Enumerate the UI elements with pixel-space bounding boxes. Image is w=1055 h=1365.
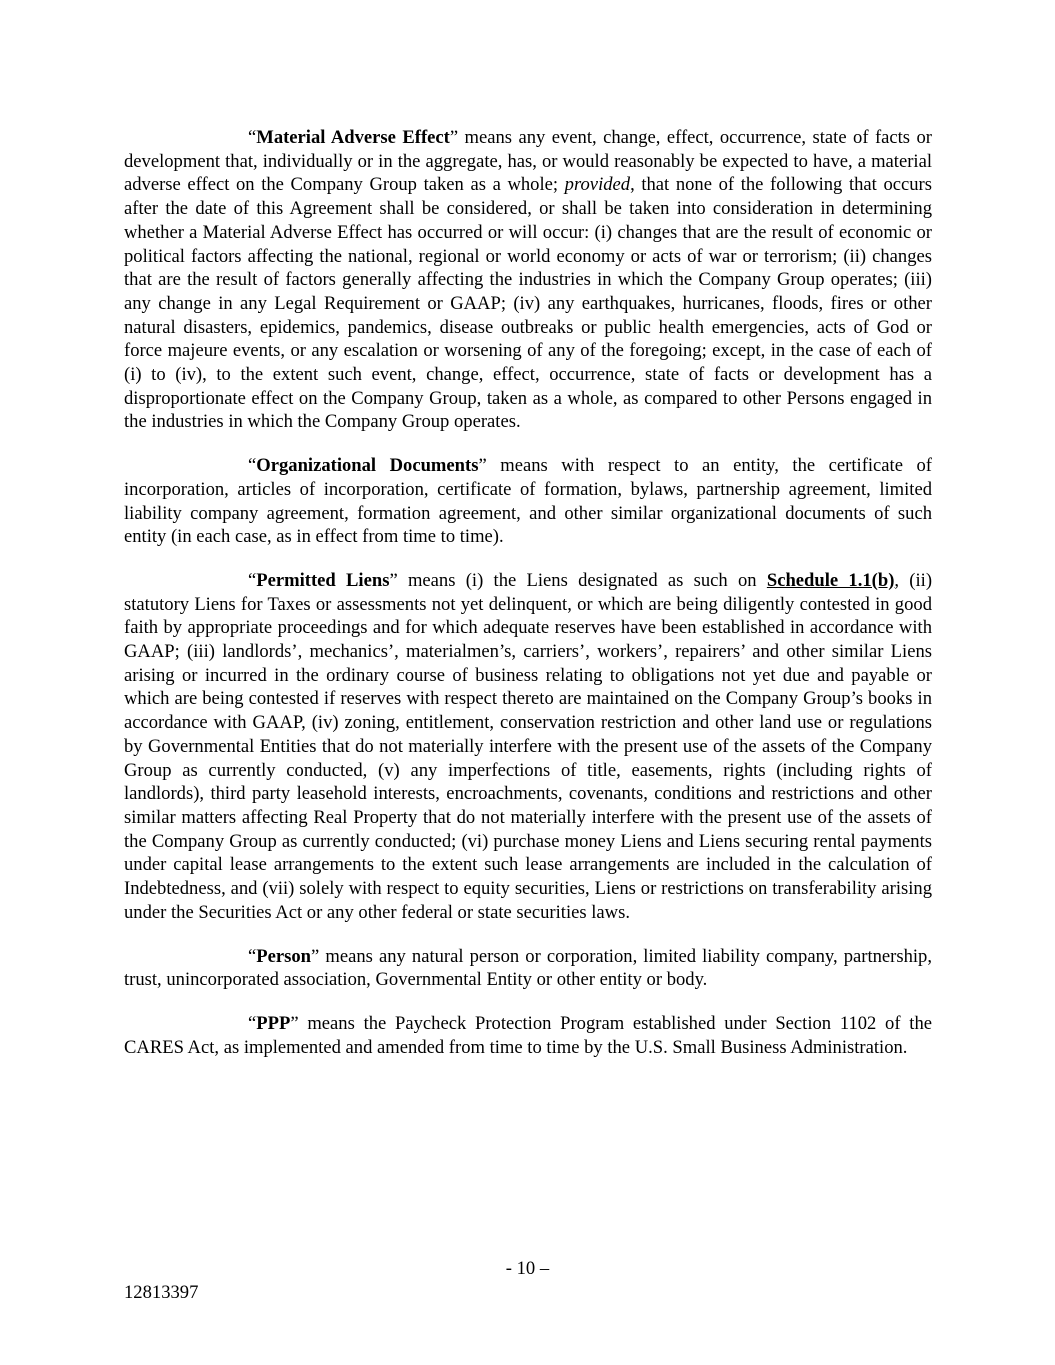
definition-ppp: “PPP” means the Paycheck Protection Program established under Section 1102 of the CARES Act, as implemented and amended from time to time by the U.S. Small Business Administration. — [124, 1012, 932, 1058]
defined-term: Permitted Liens — [256, 569, 390, 591]
defined-term: Material Adverse Effect — [256, 127, 450, 148]
definition-organizational-documents: “Organizational Documents” means with respect to an entity, the certificate of incorporation, articles of incorporation, certificate of formation, bylaws, partnership agreement, limited liability company agreement, formation agreement, and other similar organizational documents of such entity (in each case, as in effect from time to time). — [124, 455, 932, 548]
document-body — [124, 126, 932, 1079]
definition-person: “Person” means any natural person or corporation, limited liability company, partnership, trust, unincorporated association, Governmental Entity or other entity or body. — [124, 945, 932, 991]
definition-permitted-liens: “Permitted Liens” means (i) the Liens designated as such on Schedule 1.1(b), (ii) statutory Liens for Taxes or assessments not yet delinquent, or which are being diligently contested in good faith by appropriate proceedings and for which adequate reserves have been established in accordance with GAAP; (iii) landlords’, mechanics’, materialmen’s, carriers’, workers’, repairers’ and other similar Liens arising or incurred in the ordinary course of business relating to obligations not yet due and payable or which are being contested if reserves with respect thereto are maintained on the Company Group’s books in accordance with GAAP, (iv) zoning, entitlement, conservation restriction and other land use or regulations by Governmental Entities that do not materially interfere with the present use of the assets of the Company Group as currently conducted, (v) any imperfections of title, easements, rights (including rights of landlords), third party leasehold interests, encroachments, covenants, conditions and restrictions and other similar matters affecting Real Property that do not materially interfere with the present use of the assets of the Company Group as currently conducted; (vi) purchase money Liens and Liens securing rental payments under capital lease arrangements to the extent such lease arrangements are included in the calculation of Indebtedness, and (vii) solely with respect to equity securities, Liens or restrictions on transferability arising under the Securities Act or any other federal or state securities laws. — [124, 569, 933, 923]
page-number: - 10 – — [505, 1258, 550, 1279]
defined-term: PPP — [256, 1012, 291, 1034]
defined-term: Organizational Documents — [256, 455, 479, 477]
definition-material-adverse-effect: “Material Adverse Effect” means any event, change, effect, occurrence, state of facts or development that, individually or in the aggregate, has, or would reasonably be expected to have, a material adverse effect on the Company Group taken as a whole; provided, that none of the following that occurs after the date of this Agreement shall be considered, or shall be taken into consideration in determining whether a Material Adverse Effect has occurred or will occur: (i) changes that are the result of economic or political factors affecting the national, regional or world economy or acts of war or terrorism; (ii) changes that are the result of factors generally affecting the industries in which the Company Group operates; (iii) any change in any Legal Requirement or GAAP; (iv) any earthquakes, hurricanes, floods, fires or other natural disasters, epidemics, pandemics, disease outbreaks or public health emergencies, acts of God or force majeure events, or any escalation or worsening of any of the foregoing; except, in the case of each of (i) to (iv), to the extent such event, change, effect, occurrence, state of facts or development has a disproportionate effect on the Company Group, taken as a whole, as compared to other Persons engaged in the industries in which the Company Group operates. — [124, 127, 932, 433]
defined-term: Person — [256, 945, 312, 967]
schedule-reference-link[interactable]: Schedule 1.1(b) — [766, 569, 895, 591]
italic-term: provided — [564, 174, 631, 196]
document-id: 12813397 — [124, 1282, 199, 1303]
